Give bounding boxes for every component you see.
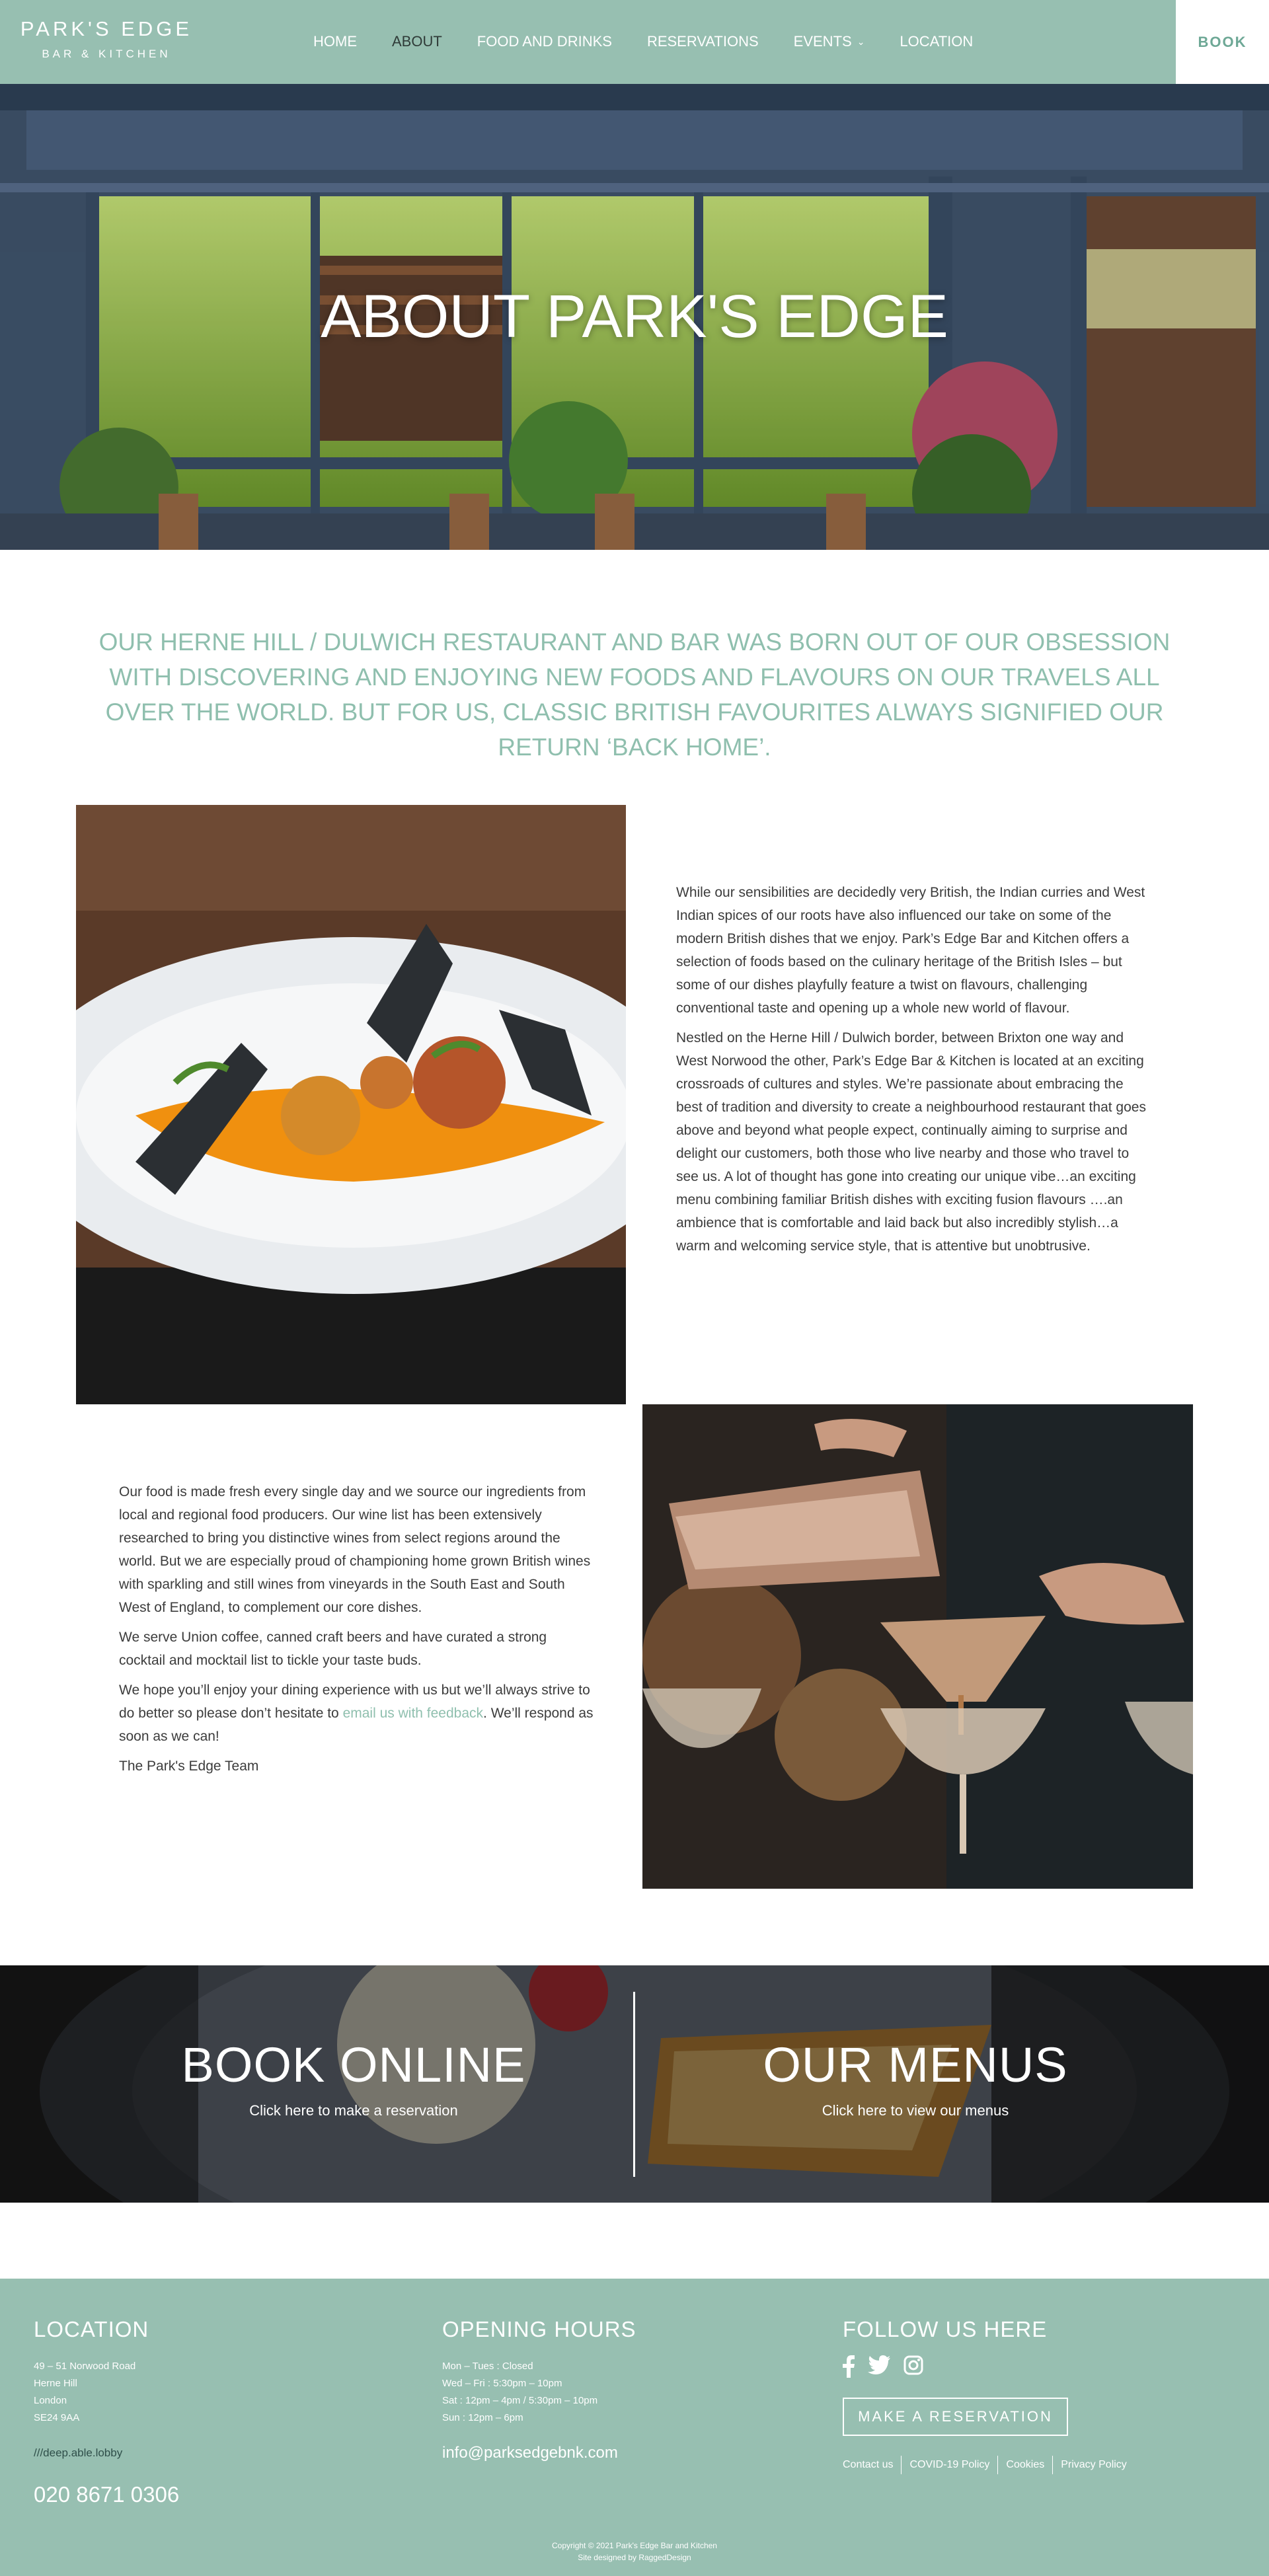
nav-food-and-drinks[interactable]: FOOD AND DRINKS bbox=[477, 33, 612, 50]
covid-policy-link[interactable]: COVID-19 Policy bbox=[901, 2456, 997, 2474]
about-text-1 bbox=[676, 881, 1152, 1264]
make-reservation-button[interactable]: MAKE A RESERVATION bbox=[843, 2398, 1068, 2436]
nav-events[interactable]: EVENTS ⌄ bbox=[793, 33, 865, 50]
email-link[interactable]: info@parksedgebnk.com bbox=[442, 2444, 618, 2462]
cookies-link[interactable]: Cookies bbox=[997, 2456, 1052, 2474]
contact-us-link[interactable]: Contact us bbox=[843, 2459, 894, 2470]
footer-links bbox=[843, 2456, 1239, 2474]
phone-number[interactable]: 020 8671 0306 bbox=[34, 2482, 180, 2507]
paragraph: Our food is made fresh every single day and we source our ingredients from local and regional food producers. Our wine list has been extensively researched to bring you distinctive wines from select regions around the world. But we are especially proud of championing home grown British wines with sparkling and still wines from vineyards in the South East and South West of England, to complement our core dishes. bbox=[119, 1484, 591, 1615]
footer-location bbox=[34, 2317, 364, 2507]
nav-location[interactable]: LOCATION bbox=[900, 33, 974, 50]
follow-heading: FOLLOW US HERE bbox=[843, 2317, 1048, 2341]
instagram-icon[interactable] bbox=[904, 2355, 923, 2378]
our-menus-cta[interactable] bbox=[601, 1965, 1229, 2203]
paragraph: While our sensibilities are decidedly very British, the Indian curries and West Indian spices of our roots have also influenced our take on some of the modern British dishes that we enjoy. Park’s Edge Bar and Kitchen offers a selection of foods based on the culinary heritage of the British Isles – but some of our dishes playfully feature a twist on flavours, challenging conventional taste and opening up a whole new world of flavour. bbox=[676, 885, 1145, 1016]
nav-home[interactable]: HOME bbox=[313, 33, 357, 50]
opening-hours-list: Mon – Tues : Closed Wed – Fri : 5:30pm – 10pm Sat : 12pm – 4pm / 5:30pm – 10pm Sun : 12pm – 6pm bbox=[442, 2361, 598, 2423]
location-heading: LOCATION bbox=[34, 2317, 149, 2341]
book-online-subtitle: Click here to make a reservation bbox=[249, 2102, 458, 2119]
hero-banner bbox=[0, 84, 1269, 550]
paragraph: We hope you’ll enjoy your dining experience with us but we’ll always strive to do better so please don’t hesitate to email us with feedback. We’ll respond as soon as we can! bbox=[119, 1683, 594, 1744]
signoff: The Park's Edge Team bbox=[119, 1759, 259, 1774]
paragraph: Nestled on the Herne Hill / Dulwich border, between Brixton one way and West Norwood the other, Park’s Edge Bar & Kitchen is located at an exciting crossroads of cultures and styles. We’re passionate about embracing the best of tradition and diversity to create a neighbourhood restaurant that goes above and beyond what people expect, continually aiming to surprise and delight our customers, both those who live nearby and those who travel to see us. A lot of thought has gone into creating our unique vibe…an exciting menu combining familiar British dishes with exciting fusion flavours ….an ambience that is comfortable and laid back but also incredibly stylish…a warm and welcoming service style, that is attentive but unobtrusive. bbox=[676, 1030, 1146, 1254]
address: 49 – 51 Norwood Road Herne Hill London SE24 9AA bbox=[34, 2361, 136, 2423]
logo[interactable] bbox=[17, 17, 196, 61]
chevron-down-icon: ⌄ bbox=[857, 36, 865, 47]
our-menus-subtitle: Click here to view our menus bbox=[822, 2102, 1009, 2119]
cocktail-pour-image bbox=[642, 1404, 1193, 1889]
about-text-2 bbox=[119, 1480, 595, 1784]
main-nav bbox=[313, 32, 1008, 52]
logo-title: PARK'S EDGE bbox=[20, 17, 193, 40]
privacy-policy-link[interactable]: Privacy Policy bbox=[1052, 2456, 1135, 2474]
our-menus-title: OUR MENUS bbox=[763, 2037, 1068, 2092]
opening-hours-heading: OPENING HOURS bbox=[442, 2317, 636, 2341]
social-links bbox=[843, 2355, 1239, 2378]
facebook-icon[interactable] bbox=[843, 2355, 855, 2378]
book-online-title: BOOK ONLINE bbox=[181, 2037, 526, 2092]
book-button[interactable]: BOOK bbox=[1176, 0, 1269, 84]
cta-band bbox=[0, 1965, 1269, 2203]
nav-about[interactable]: ABOUT bbox=[392, 33, 442, 50]
nav-reservations[interactable]: RESERVATIONS bbox=[646, 33, 759, 50]
designer-credit-link[interactable]: Site designed by RaggedDesign bbox=[578, 2553, 691, 2562]
book-online-cta[interactable] bbox=[40, 1965, 668, 2203]
copyright: Copyright © 2021 Park's Edge Bar and Kitchen Site designed by RaggedDesign bbox=[0, 2540, 1269, 2563]
paragraph: We serve Union coffee, canned craft beers and have curated a strong cocktail and mocktail list to tickle your taste buds. bbox=[119, 1630, 547, 1668]
footer-opening-hours bbox=[442, 2317, 773, 2462]
food-plate-image bbox=[76, 805, 626, 1404]
site-header bbox=[0, 0, 1269, 84]
twitter-icon[interactable] bbox=[868, 2355, 890, 2378]
logo-subtitle: BAR & KITCHEN bbox=[42, 48, 171, 60]
intro-statement: OUR HERNE HILL / DULWICH RESTAURANT AND BAR WAS BORN OUT OF OUR OBSESSION WITH DISCOVERING AND ENJOYING NEW FOODS AND FLAVOURS ON OUR TRAVELS ALL OVER THE WORLD. BUT FOR US, CLASSIC BRITISH FAVOURITES ALWAYS SIGNIFIED OUR RETURN ‘BACK HOME’. bbox=[98, 628, 1171, 761]
site-footer bbox=[0, 2279, 1269, 2576]
footer-social bbox=[843, 2317, 1239, 2474]
feedback-email-link[interactable]: email us with feedback bbox=[342, 1706, 484, 1721]
what3words-link[interactable]: ///deep.able.lobby bbox=[34, 2446, 123, 2459]
page-title: ABOUT PARK'S EDGE bbox=[321, 283, 948, 350]
